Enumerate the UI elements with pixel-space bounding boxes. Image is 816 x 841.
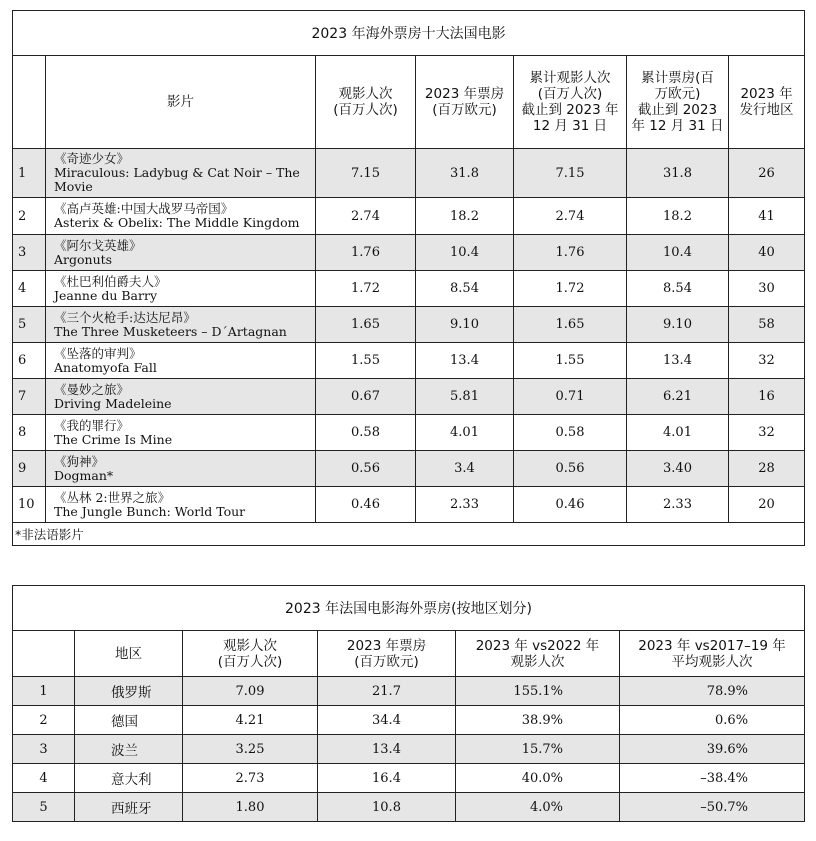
- vs2017-19-cell: 0.6%: [620, 706, 805, 735]
- film-english-title: Jeanne du Barry: [54, 287, 158, 303]
- regions-cell: 32: [729, 343, 805, 379]
- admissions-header: 观影人次 (百万人次): [316, 56, 416, 149]
- cum-admissions-cell: 0.58: [514, 415, 627, 451]
- boxoffice-header: 2023 年票房 (百万欧元): [318, 631, 456, 677]
- cum-boxoffice-cell: 9.10: [627, 307, 729, 343]
- region-cell: 波兰: [75, 735, 183, 764]
- cum-admissions-cell: 0.56: [514, 451, 627, 487]
- admissions-cell: 4.21: [183, 706, 318, 735]
- admissions-cell: 2.73: [183, 764, 318, 793]
- table-row: [13, 235, 805, 271]
- region-header: 地区: [75, 631, 183, 677]
- rank-cell: 8: [13, 415, 46, 451]
- film-english-title: The Jungle Bunch: World Tour: [54, 503, 246, 519]
- film-cell: [46, 198, 316, 235]
- film-cell: [46, 149, 316, 198]
- rank-header: [13, 631, 75, 677]
- film-english-title: Miraculous: Ladybug & Cat Noir – The Movie: [54, 165, 300, 194]
- cum-boxoffice-cell: 8.54: [627, 271, 729, 307]
- table-row: [13, 307, 805, 343]
- admissions-cell: 1.55: [316, 343, 416, 379]
- regions-cell: 40: [729, 235, 805, 271]
- film-english-title: The Three Musketeers – D´Artagnan: [54, 323, 287, 339]
- vs2022-header: 2023 年 vs2022 年 观影人次: [456, 631, 620, 677]
- rank-cell: 5: [13, 793, 75, 822]
- rank-cell: 5: [13, 307, 46, 343]
- admissions-cell: 0.67: [316, 379, 416, 415]
- cum-boxoffice-cell: 13.4: [627, 343, 729, 379]
- rank-cell: 4: [13, 764, 75, 793]
- boxoffice-header: 2023 年票房 (百万欧元): [416, 56, 514, 149]
- rank-cell: 3: [13, 735, 75, 764]
- table-row: [13, 451, 805, 487]
- film-chinese-title: 《杜巴利伯爵夫人》: [54, 273, 167, 289]
- vs2022-cell: 40.0%: [456, 764, 620, 793]
- film-english-title: Dogman*: [54, 467, 114, 483]
- film-chinese-title: 《我的罪行》: [54, 417, 130, 433]
- admissions-cell: 0.58: [316, 415, 416, 451]
- boxoffice-cell: 31.8: [416, 149, 514, 198]
- rank-cell: 3: [13, 235, 46, 271]
- region-cell: 西班牙: [75, 793, 183, 822]
- regions-cell: 41: [729, 198, 805, 235]
- admissions-cell: 2.74: [316, 198, 416, 235]
- table-row: [13, 793, 805, 822]
- table-row: [13, 677, 805, 706]
- rank-cell: 6: [13, 343, 46, 379]
- film-chinese-title: 《丛林 2:世界之旅》: [54, 489, 171, 505]
- table-row: [13, 149, 805, 198]
- table-row: [13, 198, 805, 235]
- boxoffice-cell: 21.7: [318, 677, 456, 706]
- film-chinese-title: 《坠落的审判》: [54, 345, 142, 361]
- region-cell: 德国: [75, 706, 183, 735]
- table1-footnote: *非法语影片: [13, 523, 805, 546]
- rank-cell: 1: [13, 677, 75, 706]
- vs2017-19-cell: –50.7%: [620, 793, 805, 822]
- rank-cell: 4: [13, 271, 46, 307]
- boxoffice-cell: 3.4: [416, 451, 514, 487]
- film-chinese-title: 《三个火枪手:达达尼昂》: [54, 309, 196, 325]
- region-cell: 意大利: [75, 764, 183, 793]
- top-ten-films-table: [12, 10, 805, 546]
- cum-boxoffice-cell: 2.33: [627, 487, 729, 523]
- boxoffice-cell: 13.4: [318, 735, 456, 764]
- film-chinese-title: 《高卢英雄:中国大战罗马帝国》: [54, 201, 234, 216]
- vs2017-19-cell: 78.9%: [620, 677, 805, 706]
- regions-cell: 58: [729, 307, 805, 343]
- admissions-cell: 1.76: [316, 235, 416, 271]
- cum-boxoffice-cell: 18.2: [627, 198, 729, 235]
- regions-cell: 26: [729, 149, 805, 198]
- film-cell: [46, 307, 316, 343]
- admissions-header: 观影人次 (百万人次): [183, 631, 318, 677]
- admissions-cell: 7.15: [316, 149, 416, 198]
- admissions-cell: 0.46: [316, 487, 416, 523]
- boxoffice-cell: 8.54: [416, 271, 514, 307]
- table-row: [13, 379, 805, 415]
- table1-title: 2023 年海外票房十大法国电影: [13, 11, 805, 56]
- boxoffice-cell: 5.81: [416, 379, 514, 415]
- cum-boxoffice-cell: 31.8: [627, 149, 729, 198]
- cum-admissions-cell: 2.74: [514, 198, 627, 235]
- cum-boxoffice-cell: 6.21: [627, 379, 729, 415]
- boxoffice-cell: 16.4: [318, 764, 456, 793]
- table-row: [13, 343, 805, 379]
- cum-admissions-cell: 1.55: [514, 343, 627, 379]
- boxoffice-cell: 34.4: [318, 706, 456, 735]
- admissions-cell: 1.72: [316, 271, 416, 307]
- film-cell: [46, 451, 316, 487]
- cum-admissions-cell: 7.15: [514, 149, 627, 198]
- table2-title: 2023 年法国电影海外票房(按地区划分): [13, 586, 805, 631]
- admissions-cell: 1.65: [316, 307, 416, 343]
- regions-cell: 16: [729, 379, 805, 415]
- regions-cell: 28: [729, 451, 805, 487]
- admissions-cell: 3.25: [183, 735, 318, 764]
- cum-admissions-cell: 0.71: [514, 379, 627, 415]
- cum-boxoffice-cell: 10.4: [627, 235, 729, 271]
- film-english-title: Anatomyofa Fall: [54, 359, 157, 375]
- film-chinese-title: 《狗神》: [54, 453, 105, 469]
- admissions-cell: 0.56: [316, 451, 416, 487]
- cum-admissions-cell: 0.46: [514, 487, 627, 523]
- cum-admissions-cell: 1.72: [514, 271, 627, 307]
- table-row: [13, 271, 805, 307]
- film-cell: [46, 235, 316, 271]
- vs2017-19-cell: –38.4%: [620, 764, 805, 793]
- table-row: [13, 706, 805, 735]
- rank-cell: 2: [13, 706, 75, 735]
- rank-cell: 9: [13, 451, 46, 487]
- boxoffice-cell: 13.4: [416, 343, 514, 379]
- film-header: 影片: [46, 56, 316, 149]
- film-cell: [46, 487, 316, 523]
- vs2017-19-header: 2023 年 vs2017–19 年 平均观影人次: [620, 631, 805, 677]
- table-row: [13, 415, 805, 451]
- region-cell: 俄罗斯: [75, 677, 183, 706]
- film-cell: [46, 415, 316, 451]
- boxoffice-cell: 9.10: [416, 307, 514, 343]
- regions-cell: 30: [729, 271, 805, 307]
- cum-boxoffice-cell: 3.40: [627, 451, 729, 487]
- film-english-title: Driving Madeleine: [54, 395, 172, 411]
- table-row: [13, 487, 805, 523]
- rank-cell: 7: [13, 379, 46, 415]
- film-cell: [46, 343, 316, 379]
- cum-boxoffice-header: 累计票房(百 万欧元) 截止到 2023 年 12 月 31 日: [627, 56, 729, 149]
- region-boxoffice-table: [12, 585, 805, 822]
- film-chinese-title: 《阿尔戈英雄》: [54, 237, 142, 253]
- regions-cell: 32: [729, 415, 805, 451]
- vs2022-cell: 15.7%: [456, 735, 620, 764]
- boxoffice-cell: 18.2: [416, 198, 514, 235]
- rank-cell: 2: [13, 198, 46, 235]
- cum-admissions-cell: 1.65: [514, 307, 627, 343]
- boxoffice-cell: 10.4: [416, 235, 514, 271]
- cum-admissions-cell: 1.76: [514, 235, 627, 271]
- film-chinese-title: 《奇迹少女》: [54, 151, 130, 166]
- admissions-cell: 7.09: [183, 677, 318, 706]
- boxoffice-cell: 2.33: [416, 487, 514, 523]
- vs2022-cell: 4.0%: [456, 793, 620, 822]
- film-english-title: Argonuts: [54, 251, 113, 267]
- cum-admissions-header: 累计观影人次 (百万人次) 截止到 2023 年 12 月 31 日: [514, 56, 627, 149]
- vs2022-cell: 155.1%: [456, 677, 620, 706]
- cum-boxoffice-cell: 4.01: [627, 415, 729, 451]
- film-cell: [46, 379, 316, 415]
- vs2017-19-cell: 39.6%: [620, 735, 805, 764]
- boxoffice-cell: 4.01: [416, 415, 514, 451]
- table-row: [13, 764, 805, 793]
- film-english-title: Asterix & Obelix: The Middle Kingdom: [54, 215, 300, 230]
- table-row: [13, 735, 805, 764]
- vs2022-cell: 38.9%: [456, 706, 620, 735]
- film-chinese-title: 《曼妙之旅》: [54, 381, 130, 397]
- rank-cell: 1: [13, 149, 46, 198]
- admissions-cell: 1.80: [183, 793, 318, 822]
- rank-cell: 10: [13, 487, 46, 523]
- film-cell: [46, 271, 316, 307]
- regions-cell: 20: [729, 487, 805, 523]
- film-english-title: The Crime Is Mine: [54, 431, 173, 447]
- regions-header: 2023 年 发行地区: [729, 56, 805, 149]
- rank-header: [13, 56, 46, 149]
- boxoffice-cell: 10.8: [318, 793, 456, 822]
